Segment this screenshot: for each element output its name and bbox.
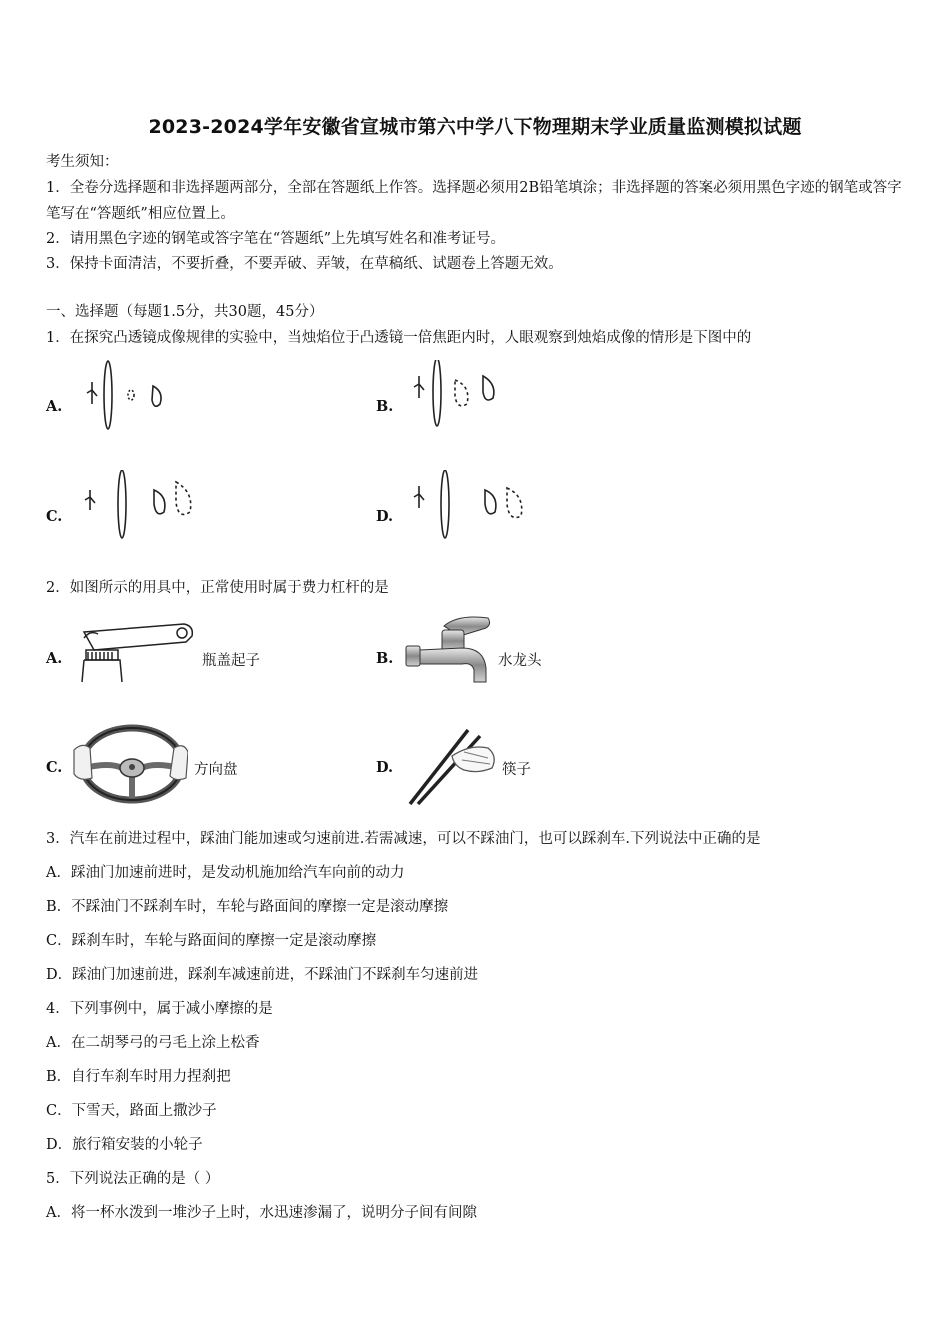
- q2-option-a-label: A.: [46, 650, 63, 667]
- lens-icon: [104, 361, 112, 429]
- q5-option-a: A．将一杯水泼到一堆沙子上时，水迅速渗漏了，说明分子间有间隙: [46, 1205, 477, 1221]
- q2-option-b-label: B.: [376, 650, 394, 667]
- notice-heading: 考生须知：: [46, 154, 119, 170]
- q1-option-c-label: C.: [46, 508, 63, 525]
- q3-option-c: C．踩刹车时，车轮与路面间的摩擦一定是滚动摩擦: [46, 933, 377, 949]
- q2-stem: 2．如图所示的用具中，正常使用时属于费力杠杆的是: [46, 580, 389, 596]
- q3-option-a: A．踩油门加速前进时，是发动机施加给汽车向前的动力: [46, 865, 405, 881]
- q2-option-b-text: 水龙头: [498, 653, 542, 669]
- q1-figure-a: [78, 360, 178, 432]
- virtual-image-icon: [176, 482, 191, 514]
- flame-icon: [152, 386, 161, 406]
- q1-figure-d: [405, 470, 535, 542]
- candle-icon: [87, 382, 97, 404]
- chopsticks-icon: [406, 726, 498, 806]
- q2-option-d-label: D.: [376, 759, 394, 776]
- q4-option-c: C．下雪天，路面上撒沙子: [46, 1103, 217, 1119]
- q3-option-b: B．不踩油门不踩刹车时，车轮与路面间的摩擦一定是滚动摩擦: [46, 899, 449, 915]
- q1-option-a-label: A.: [46, 398, 63, 415]
- q2-option-d-text: 筷子: [502, 762, 531, 778]
- q1-figure-b: [405, 360, 505, 432]
- lens-icon: [441, 470, 449, 538]
- q2-option-c-label: C.: [46, 759, 63, 776]
- virtual-image-icon: [507, 488, 522, 518]
- q2-option-a-text: 瓶盖起子: [202, 653, 260, 669]
- steering-wheel-icon: [70, 722, 188, 804]
- q1-option-b-label: B.: [376, 398, 394, 415]
- lens-icon: [433, 360, 441, 426]
- candle-icon: [414, 376, 424, 398]
- page-title: 2023-2024学年安徽省宣城市第六中学八下物理期末学业质量监测模拟试题: [148, 116, 802, 138]
- lens-icon: [118, 470, 126, 538]
- q4-option-b: B．自行车刹车时用力捏刹把: [46, 1069, 231, 1085]
- faucet-icon: [404, 612, 494, 686]
- q4-option-a: A．在二胡琴弓的弓毛上涂上松香: [46, 1035, 260, 1051]
- q1-stem: 1．在探究凸透镜成像规律的实验中，当烛焰位于凸透镜一倍焦距内时，人眼观察到烛焰成像的情形是下图中的: [46, 330, 752, 346]
- notice-item-3: 3．保持卡面清洁，不要折叠，不要弄破、弄皱，在草稿纸、试题卷上答题无效。: [46, 256, 563, 272]
- candle-icon: [414, 486, 424, 508]
- q1-option-d-label: D.: [376, 508, 394, 525]
- flame-icon: [154, 490, 165, 514]
- q4-stem: 4．下列事例中，属于减小摩擦的是: [46, 1001, 273, 1017]
- notice-item-2: 2．请用黑色字迹的钢笔或答字笔在“答题纸”上先填写姓名和准考证号。: [46, 231, 506, 247]
- flame-icon: [485, 490, 496, 514]
- section-heading: 一、选择题（每题1.5分，共30题，45分）: [46, 304, 324, 320]
- q5-stem: 5．下列说法正确的是（ ）: [46, 1171, 220, 1187]
- bottle-opener-icon: [76, 620, 198, 684]
- q4-option-d: D．旅行箱安装的小轮子: [46, 1137, 203, 1153]
- flame-icon: [483, 376, 494, 400]
- q3-option-d: D．踩油门加速前进，踩刹车减速前进，不踩油门不踩刹车匀速前进: [46, 967, 479, 983]
- virtual-image-icon: [455, 380, 468, 406]
- notice-item-1: 1．全卷分选择题和非选择题两部分，全部在答题纸上作答。选择题必须用2B铅笔填涂；非选择题的答案必须用黑色字迹的钢笔或答字笔写在“答题纸”相应位置上。: [46, 180, 902, 222]
- q3-stem: 3．汽车在前进过程中，踩油门能加速或匀速前进.若需减速，可以不踩油门，也可以踩刹车.下列说法中正确的是: [46, 831, 761, 847]
- candle-icon: [85, 490, 95, 510]
- q2-option-c-text: 方向盘: [194, 762, 238, 778]
- q1-figure-c: [78, 470, 198, 542]
- virtual-image-icon: [128, 390, 134, 400]
